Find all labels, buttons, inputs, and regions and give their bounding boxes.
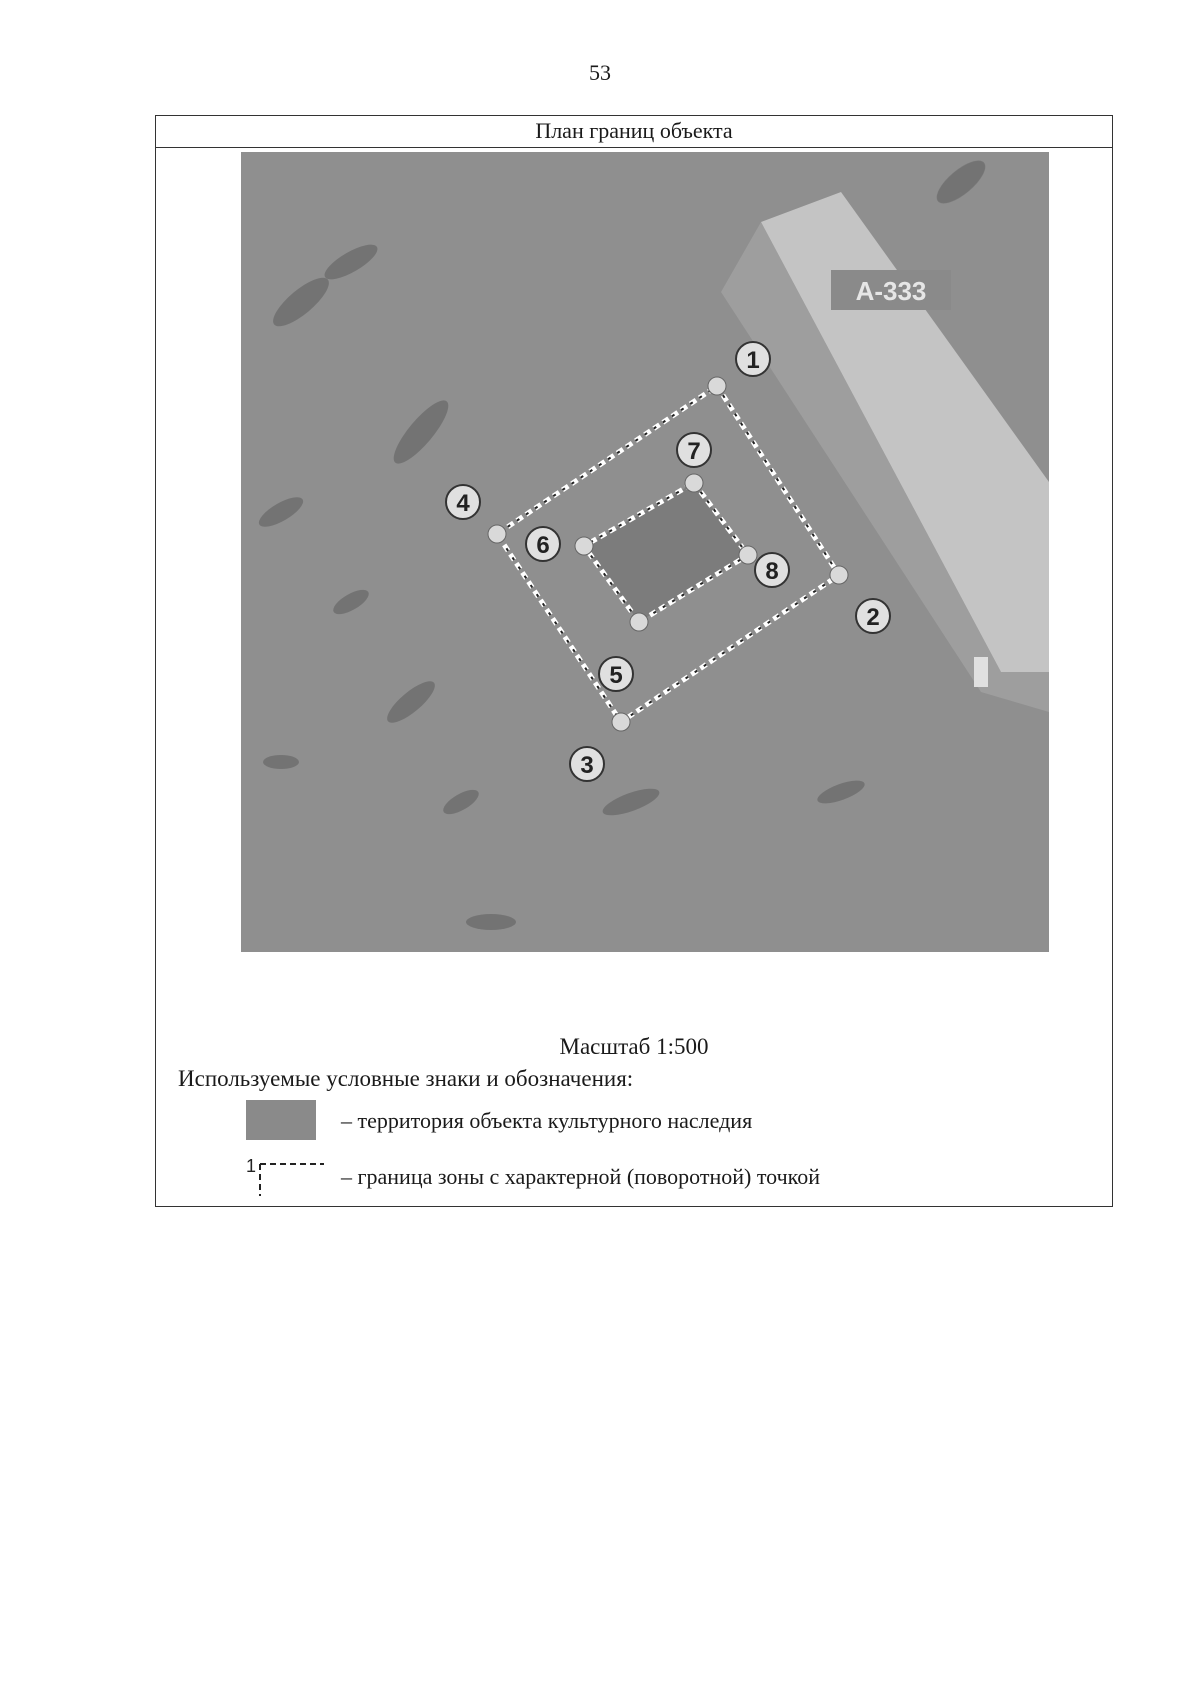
legend-item-boundary	[246, 1156, 820, 1198]
vertex-6	[575, 537, 593, 555]
dashed-boundary-icon	[246, 1156, 331, 1198]
legend-item-territory-label: – территория объекта культурного наследия	[341, 1108, 753, 1133]
vertex-3	[612, 713, 630, 731]
vertex-4	[488, 525, 506, 543]
page-number: 53	[589, 60, 611, 85]
aerial-map	[241, 152, 1049, 952]
point-label-4	[446, 485, 480, 519]
vertex-8	[739, 546, 757, 564]
point-label-1	[736, 342, 770, 376]
svg-text:4: 4	[456, 490, 470, 517]
point-label-7	[677, 433, 711, 467]
map-scale: Масштаб 1:500	[559, 1034, 709, 1059]
plan-title: План границ объекта	[156, 116, 1112, 148]
svg-text:7: 7	[687, 438, 701, 465]
boundary-plan-frame	[155, 115, 1113, 1207]
road-label: А-333	[855, 276, 927, 306]
vertex-7	[685, 474, 703, 492]
svg-text:6: 6	[536, 532, 550, 559]
point-label-6	[526, 527, 560, 561]
point-label-2	[856, 599, 890, 633]
roadside-object	[974, 657, 988, 687]
point-label-3	[570, 747, 604, 781]
svg-text:1: 1	[746, 347, 760, 374]
svg-text:2: 2	[866, 604, 880, 631]
svg-text:5: 5	[609, 662, 623, 689]
legend-item-territory	[246, 1100, 752, 1142]
territory-swatch-icon	[246, 1100, 331, 1142]
legend-boundary-point-label: 1	[246, 1156, 257, 1176]
svg-text:8: 8	[765, 558, 779, 585]
svg-text:3: 3	[580, 752, 594, 779]
legend-title: Используемые условные знаки и обозначения:	[178, 1066, 634, 1091]
legend-item-boundary-label: – граница зоны с характерной (поворотной) точкой	[341, 1164, 821, 1189]
vertex-5	[630, 613, 648, 631]
vertex-2	[830, 566, 848, 584]
point-label-5	[599, 657, 633, 691]
vertex-1	[708, 377, 726, 395]
point-label-8	[755, 553, 789, 587]
